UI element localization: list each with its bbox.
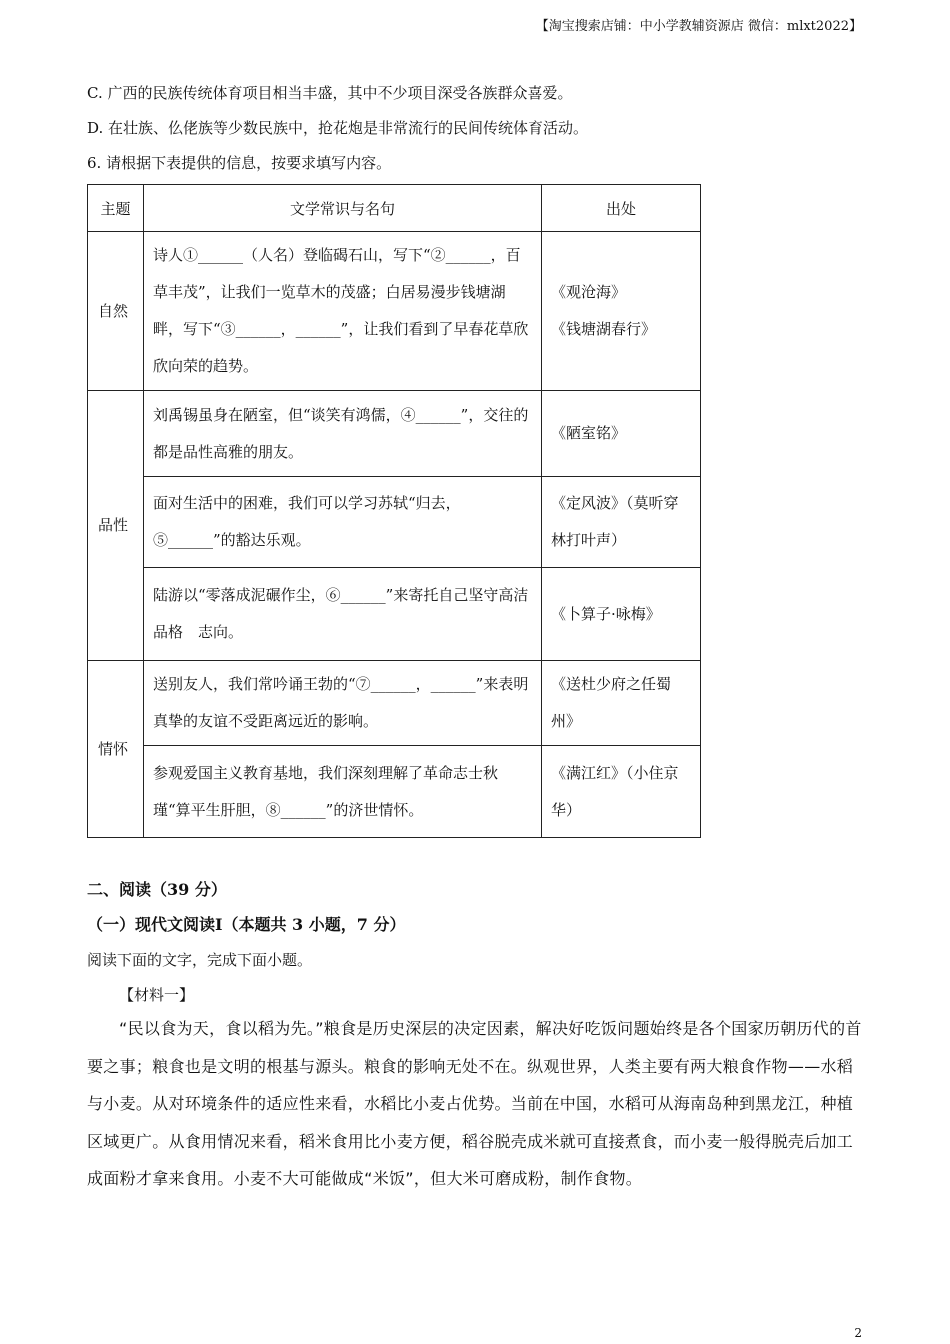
source-cell: 《定风波》（莫听穿林打叶声） xyxy=(542,477,701,568)
table-row xyxy=(88,661,701,746)
quote-cell: 陆游以“零落成泥碾作尘，⑥______”来寄托自己坚守高洁品格 志向。 xyxy=(144,568,542,661)
header-note: 【淘宝搜索店铺：中小学教辅资源店 微信：mlxt2022】 xyxy=(535,19,862,34)
option-c: C. 广西的民族传统体育项目相当丰盛，其中不少项目深受各族群众喜爱。 xyxy=(87,84,573,102)
table-row xyxy=(88,477,701,568)
material-paragraph: “民以食为天，食以稻为先。”粮食是历史深层的决定因素，解决好吃饭问题始终是各个国家历朝历代的首要之事；粮食也是文明的根基与源头。粮食的影响无处不在。纵观世界，人类主要有两大粮食作物——水稻与小麦。从对环境条件的适应性来看，水稻比小麦占优势。当前在中国，水稻可从海南岛种到黑龙江，种植区域更广。从食用情况来看，稻米食用比小麦方便，稻谷脱壳成米就可直接煮食，而小麦一般得脱壳后加工成面粉才拿来食用。小麦不大可能做成“米饭”，但大米可磨成粉，制作食物。 xyxy=(87,1019,862,1188)
table-header-row xyxy=(88,185,701,232)
theme-cell: 品性 xyxy=(88,391,144,661)
quote-cell: 送别友人，我们常吟诵王勃的“⑦______，______”来表明真挚的友谊不受距离远近的影响。 xyxy=(144,661,542,746)
quote-cell: 诗人①______（人名）登临碣石山，写下“②______，百草丰茂”，让我们一览草木的茂盛；白居易漫步钱塘湖畔，写下“③______，______”，让我们看到了早春花草欣欣向荣的趋势。 xyxy=(144,232,542,391)
question-6: 6. 请根据下表提供的信息，按要求填写内容。 xyxy=(87,154,392,172)
table-row xyxy=(88,746,701,838)
theme-cell: 自然 xyxy=(88,232,144,391)
quote-cell: 参观爱国主义教育基地，我们深刻理解了革命志士秋瑾“算平生肝胆，⑧______”的济世情怀。 xyxy=(144,746,542,838)
table-row xyxy=(88,391,701,477)
page-number: 2 xyxy=(854,1326,862,1340)
section-2-title: 二、阅读（39 分） xyxy=(87,880,227,899)
source-cell: 《陋室铭》 xyxy=(542,391,701,477)
table-row xyxy=(88,568,701,661)
subsection-title: （一）现代文阅读Ⅰ（本题共 3 小题，7 分） xyxy=(87,915,406,934)
literature-table xyxy=(87,184,701,838)
quote-cell: 刘禹锡虽身在陋室，但“谈笑有鸿儒，④______”，交往的都是品性高雅的朋友。 xyxy=(144,391,542,477)
theme-cell: 情怀 xyxy=(88,661,144,838)
quote-cell: 面对生活中的困难，我们可以学习苏轼“归去，⑤______”的豁达乐观。 xyxy=(144,477,542,568)
option-d: D. 在壮族、仫佬族等少数民族中，抢花炮是非常流行的民间传统体育活动。 xyxy=(87,119,589,137)
header-source: 出处 xyxy=(542,185,701,232)
source-cell: 《满江红》（小住京华） xyxy=(542,746,701,838)
source-cell: 《卜算子·咏梅》 xyxy=(542,568,701,661)
source-cell: 《观沧海》 《钱塘湖春行》 xyxy=(542,232,701,391)
header-quote: 文学常识与名句 xyxy=(144,185,542,232)
header-theme: 主题 xyxy=(88,185,144,232)
instruction: 阅读下面的文字，完成下面小题。 xyxy=(87,951,313,969)
table-row xyxy=(88,232,701,391)
material-label: 【材料一】 xyxy=(119,986,195,1004)
source-cell: 《送杜少府之任蜀州》 xyxy=(542,661,701,746)
